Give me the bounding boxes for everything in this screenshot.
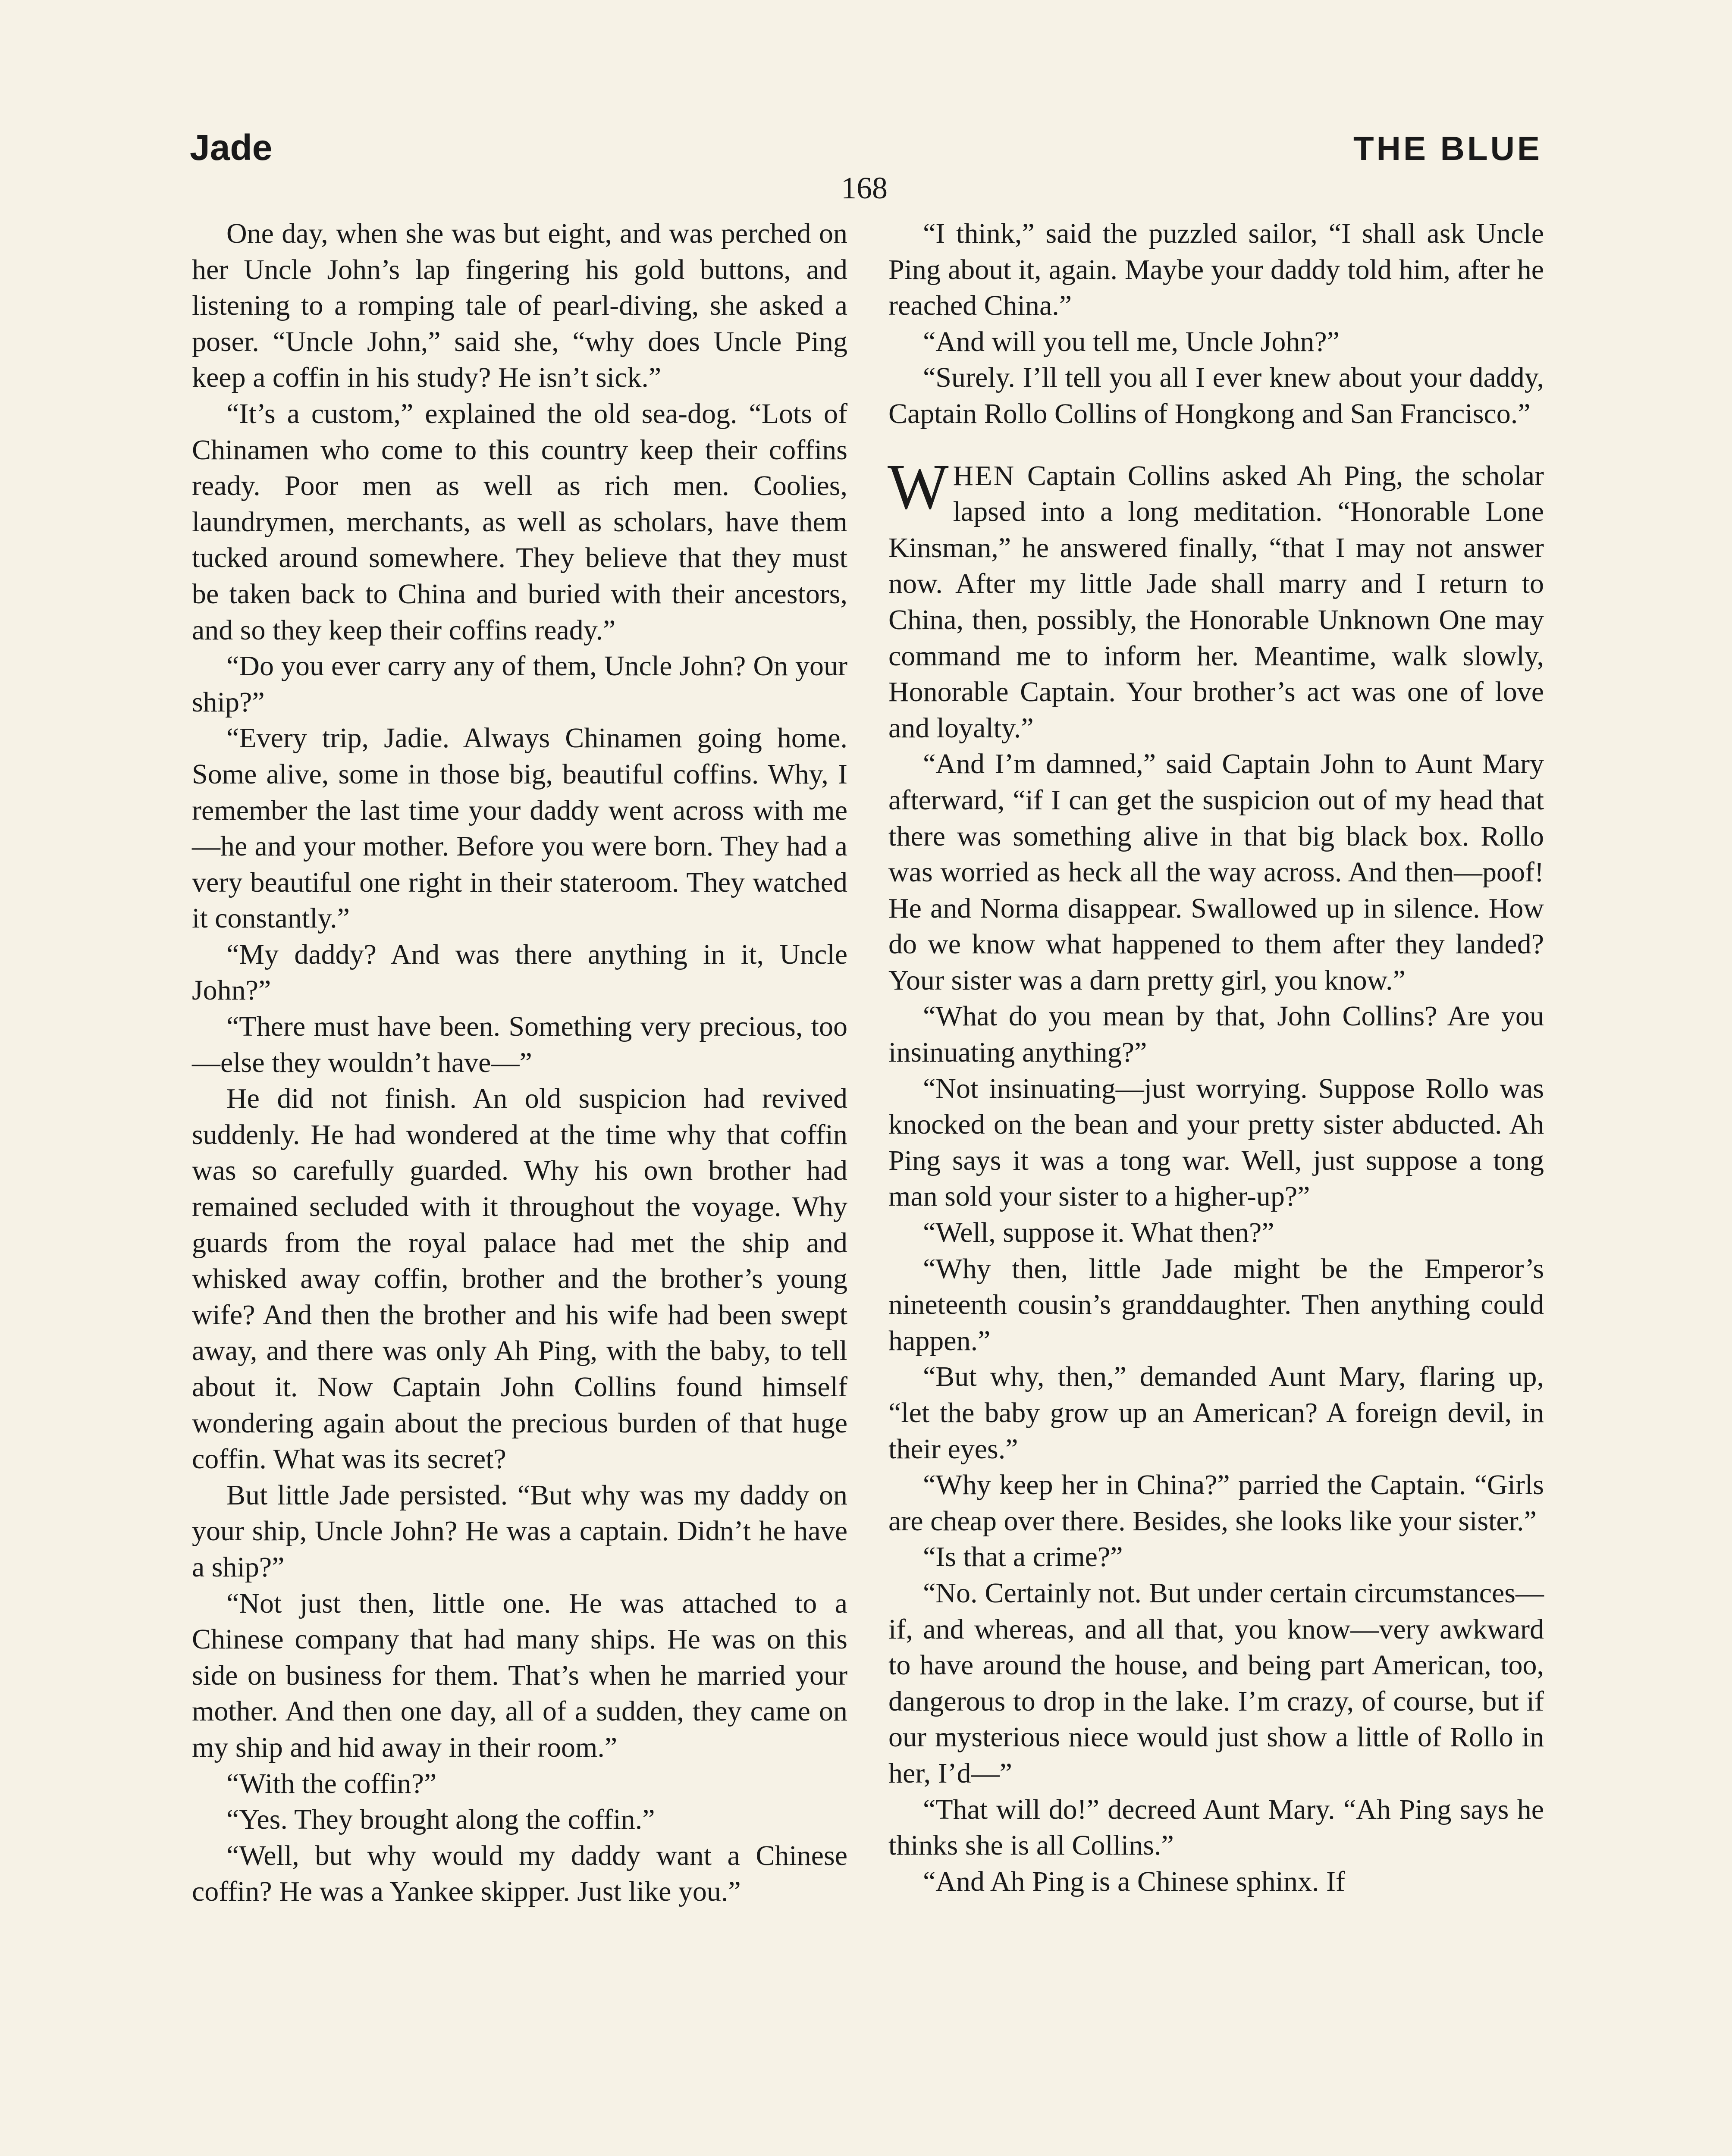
paragraph: “It’s a custom,” explained the old sea-dog. “Lots of Chinamen who come to this country keep their coffins ready. Poor men as well as rich men. Coolies, laundrymen, merchants, as well as scholars, have them tucked around somewhere. They believe that they must be taken back to China and buried with their ancestors, and so they keep their coffins ready.” (192, 398, 847, 646)
paragraph: “Every trip, Jadie. Always Chinamen going home. Some alive, some in those big, beautiful coffins. Why, I remember the last time your daddy went across with me—he and your mother. Before you were born. They had a very beautiful one right in their stateroom. They watched it constantly.” (192, 722, 847, 934)
paragraph: “Why then, little Jade might be the Emperor’s nineteenth cousin’s granddaughter. Then anything could happen.” (888, 1253, 1544, 1357)
right-column (888, 216, 1544, 1899)
paragraph: “And I’m damned,” said Captain John to Aunt Mary afterward, “if I can get the suspicion out of my head that there was something alive in that big black box. Rollo was worried as heck all the way across. And then—poof! He and Norma disappear. Swallowed up in silence. How do we know what happened to them after they landed? Your sister was a darn pretty girl, you know.” (888, 748, 1544, 996)
paragraph: “Yes. They brought along the coffin.” (226, 1804, 655, 1836)
paragraph: “Not just then, little one. He was attached to a Chinese company that had many ships. He was on this side on business for them. That’s when he married your mother. And then one day, all of a sudden, they came on my ship and hid away in their room.” (192, 1587, 847, 1763)
paragraph: “Well, but why would my daddy want a Chinese coffin? He was a Yankee skipper. Just like you.” (192, 1839, 847, 1908)
paragraph: “And Ah Ping is a Chinese sphinx. If (923, 1865, 1345, 1897)
paragraph: “That will do!” decreed Aunt Mary. “Ah Ping says he thinks she is all Collins.” (888, 1793, 1544, 1861)
paragraph: “There must have been. Something very precious, too—else they wouldn’t have—” (192, 1011, 847, 1078)
paragraph: “And will you tell me, Uncle John?” (923, 326, 1340, 357)
magazine-title-header: THE BLUE (1353, 129, 1542, 167)
paragraph: “My daddy? And was there anything in it, Uncle John?” (192, 938, 847, 1006)
story-title-header: Jade (190, 127, 273, 168)
paragraph: He did not finish. An old suspicion had revived suddenly. He had wondered at the time why that coffin was so carefully guarded. Why his own brother had remained secluded with it throughout the voyage. Why guards from the royal palace had met the ship and whisked away coffin, brother and the brother’s young wife? And then the brother and his wife had been swept away, and there was only Ah Ping, with the baby, to tell about it. Now Captain John Collins found himself wondering again about the precious burden of that huge coffin. What was its secret? (192, 1083, 847, 1475)
paragraph: “No. Certainly not. But under certain circumstances—if, and whereas, and all that, you know—very awkward to have around the house, and being part American, too, dangerous to drop in the lake. I’m crazy, of course, but if our mysterious niece would just show a little of Rollo in her, I’d—” (888, 1577, 1544, 1789)
section-opening-paragraph (888, 451, 1544, 746)
left-column (192, 216, 847, 1910)
paragraph: One day, when she was but eight, and was perched on her Uncle John’s lap fingering his gold buttons, and listening to a romping tale of pearl-diving, she asked a poser. “Uncle John,” said she, “why does Uncle Ping keep a coffin in his study? He isn’t sick.” (192, 218, 847, 394)
paragraph: “But why, then,” demanded Aunt Mary, flaring up, “let the baby grow up an American? A foreign devil, in their eyes.” (888, 1361, 1544, 1465)
paragraph: But little Jade persisted. “But why was my daddy on your ship, Uncle John? He was a captain. Didn’t he have a ship?” (192, 1479, 847, 1583)
paragraph: “With the coffin?” (226, 1767, 437, 1799)
paragraph: “Do you ever carry any of them, Uncle John? On your ship?” (192, 650, 847, 718)
paragraph: “Is that a crime?” (923, 1541, 1123, 1573)
drop-cap: W (888, 451, 949, 523)
page-number: 168 (841, 171, 888, 205)
paragraph: “I think,” said the puzzled sailor, “I shall ask Uncle Ping about it, again. Maybe your daddy told him, after he reached China.” (888, 218, 1544, 322)
paragraph: “Surely. I’ll tell you all I ever knew about your daddy, Captain Rollo Collins of Hongkong and San Francisco.” (888, 362, 1544, 429)
paragraph: “Not insinuating—just worrying. Suppose Rollo was knocked on the bean and your pretty sister abducted. Ah Ping says it was a tong war. Well, just suppose a tong man sold your sister to a higher-up?” (888, 1072, 1544, 1213)
paragraph: “Why keep her in China?” parried the Captain. “Girls are cheap over there. Besides, she looks like your sister.” (888, 1469, 1544, 1537)
section-text: Captain Collins asked Ah Ping, the scholar lapsed into a long meditation. “Honorable Lone Kinsman,” he answered finally, “that I may not answer now. After my little Jade shall marry and I return to China, then, possibly, the Honorable Unknown One may command me to inform her. Meantime, walk slowly, Honorable Captain. Your brother’s act was one of love and loyalty.” (888, 460, 1544, 744)
paragraph: “What do you mean by that, John Collins? Are you insinuating anything?” (888, 1000, 1544, 1069)
paragraph: “Well, suppose it. What then?” (923, 1217, 1274, 1249)
section-lead-word: HEN (953, 460, 1016, 492)
